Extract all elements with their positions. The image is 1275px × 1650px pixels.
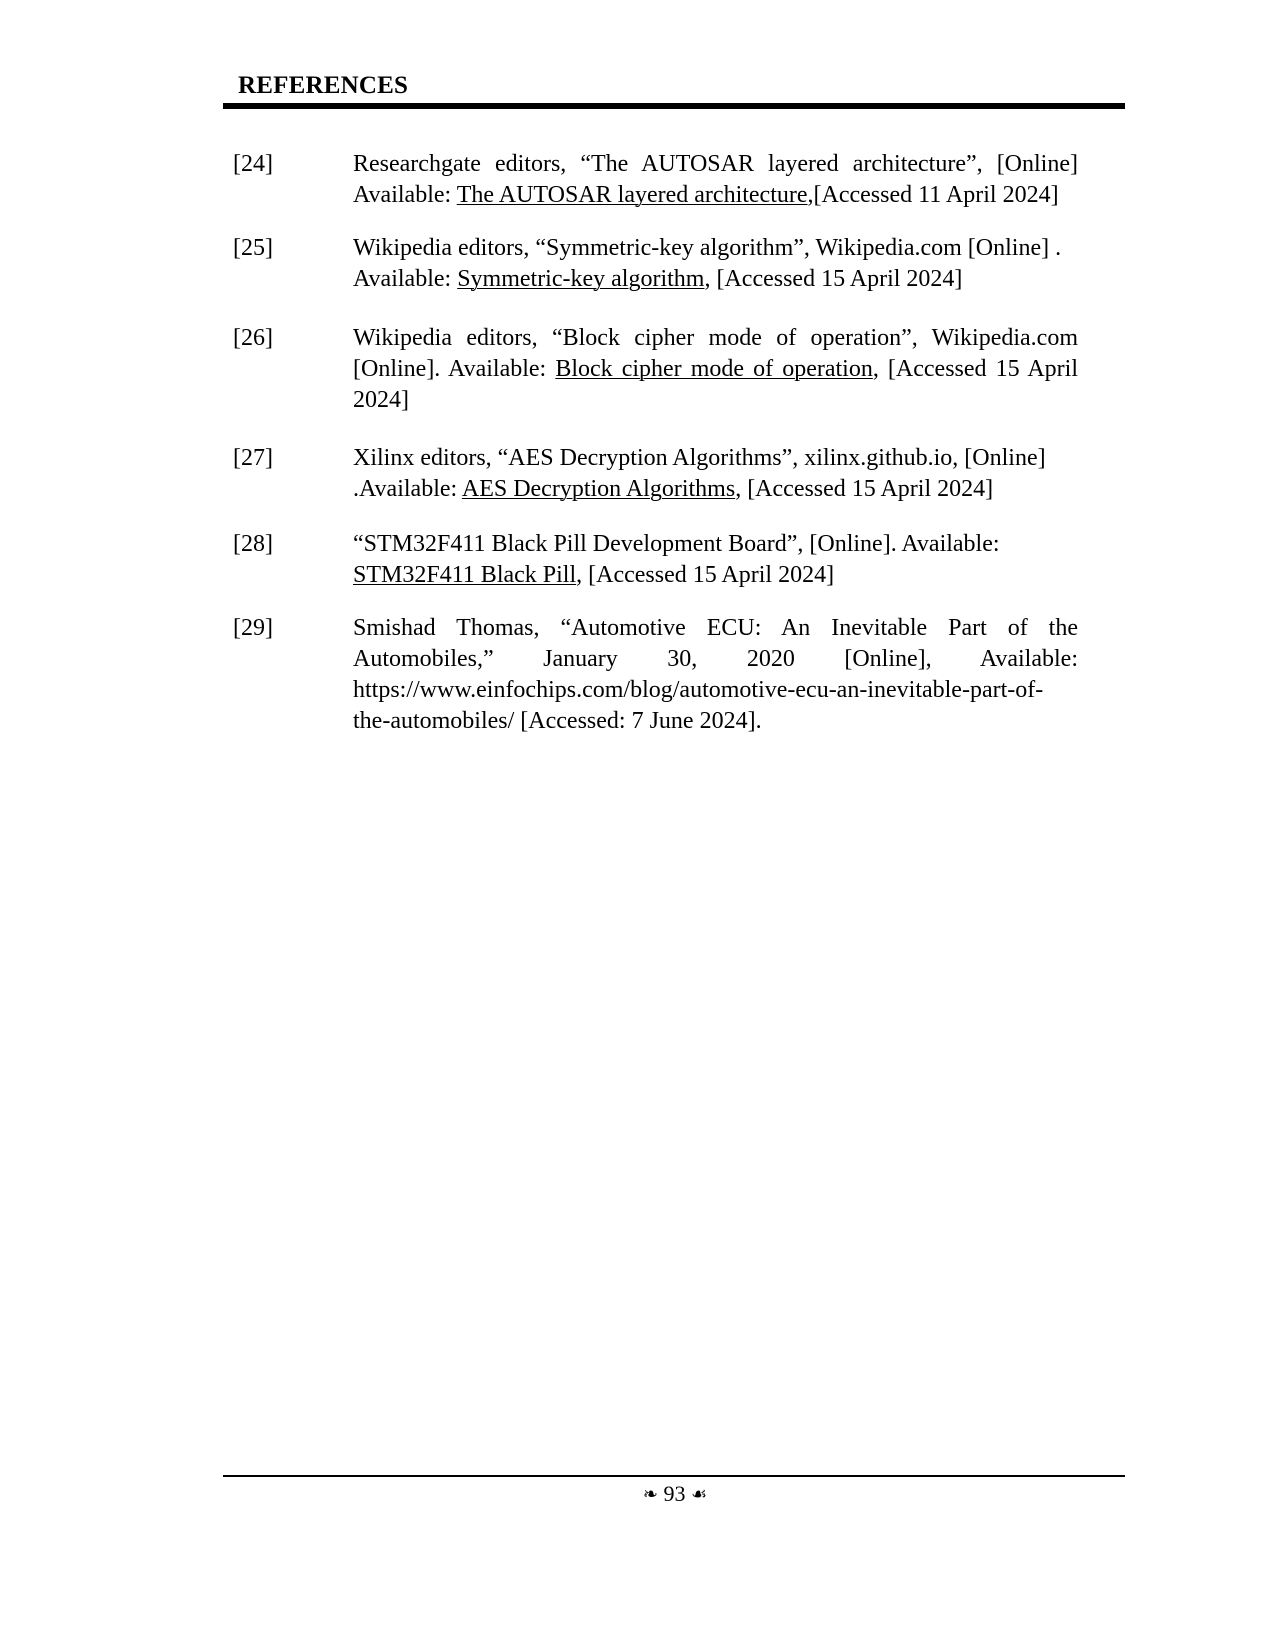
reference-text	[353, 149, 1078, 211]
reference-number: [27]	[233, 445, 273, 471]
reference-text-before: Researchgate editors, “The AUTOSAR layered architecture”, [Online] Available:	[353, 151, 1078, 208]
reference-link[interactable]: AES Decryption Algorithms	[461, 476, 736, 502]
reference-text	[353, 529, 1078, 591]
reference-number: [28]	[233, 531, 273, 557]
reference-text-after: , [Accessed 15 April 2024]	[704, 266, 963, 292]
reference-number: [29]	[233, 615, 273, 641]
reference-item	[233, 149, 1078, 211]
page-footer	[0, 1481, 1275, 1507]
reference-link[interactable]: STM32F411 Black Pill	[353, 562, 577, 588]
reference-text-before: Smishad Thomas, “Automotive ECU: An Inevitable Part of the Automobiles,” January 30, 2020 [Online], Available: https://www.einfochips.com/blog/automotive-ecu-an-inevitable-part-of-the-automobiles/ [Accessed: 7 June 2024].	[353, 615, 1078, 734]
reference-link[interactable]: The AUTOSAR layered architecture	[456, 182, 808, 208]
reference-item	[233, 613, 1078, 737]
reference-item	[233, 233, 1078, 295]
reference-text-before: Wikipedia editors, “Block cipher mode of operation”, Wikipedia.com [Online]. Available:	[353, 325, 1078, 382]
ornament-right-icon: ☙	[690, 1484, 708, 1505]
reference-link[interactable]: Symmetric-key algorithm	[457, 266, 705, 292]
reference-text	[353, 613, 1078, 737]
reference-text	[353, 233, 1078, 295]
reference-number: [24]	[233, 151, 273, 177]
footer-rule	[223, 1475, 1125, 1477]
reference-item	[233, 529, 1078, 591]
reference-text-before: Wikipedia editors, “Symmetric-key algorithm”, Wikipedia.com [Online] . Available:	[353, 235, 1062, 292]
reference-text-before: “STM32F411 Black Pill Development Board”, [Online]. Available:	[353, 531, 1000, 557]
ornament-left-icon: ❧	[642, 1484, 658, 1505]
reference-text-after: , [Accessed 15 April 2024]	[735, 476, 994, 502]
reference-item	[233, 443, 1078, 505]
reference-item	[233, 323, 1078, 416]
reference-number: [25]	[233, 235, 273, 261]
reference-number: [26]	[233, 325, 273, 351]
reference-list	[233, 149, 1078, 737]
reference-text-after: , [Accessed 15 April 2024]	[353, 356, 1079, 413]
reference-text	[353, 443, 1078, 505]
reference-text	[353, 323, 1078, 416]
reference-text-after: ,[Accessed 11 April 2024]	[807, 182, 1059, 208]
header-rule	[223, 103, 1125, 109]
page-title: REFERENCES	[238, 72, 409, 99]
page-number: 93	[663, 1481, 686, 1506]
reference-text-before: Xilinx editors, “AES Decryption Algorithms”, xilinx.github.io, [Online] .Available:	[353, 445, 1046, 502]
reference-text-after: , [Accessed 15 April 2024]	[576, 562, 835, 588]
reference-link[interactable]: Block cipher mode of operation	[555, 356, 873, 382]
